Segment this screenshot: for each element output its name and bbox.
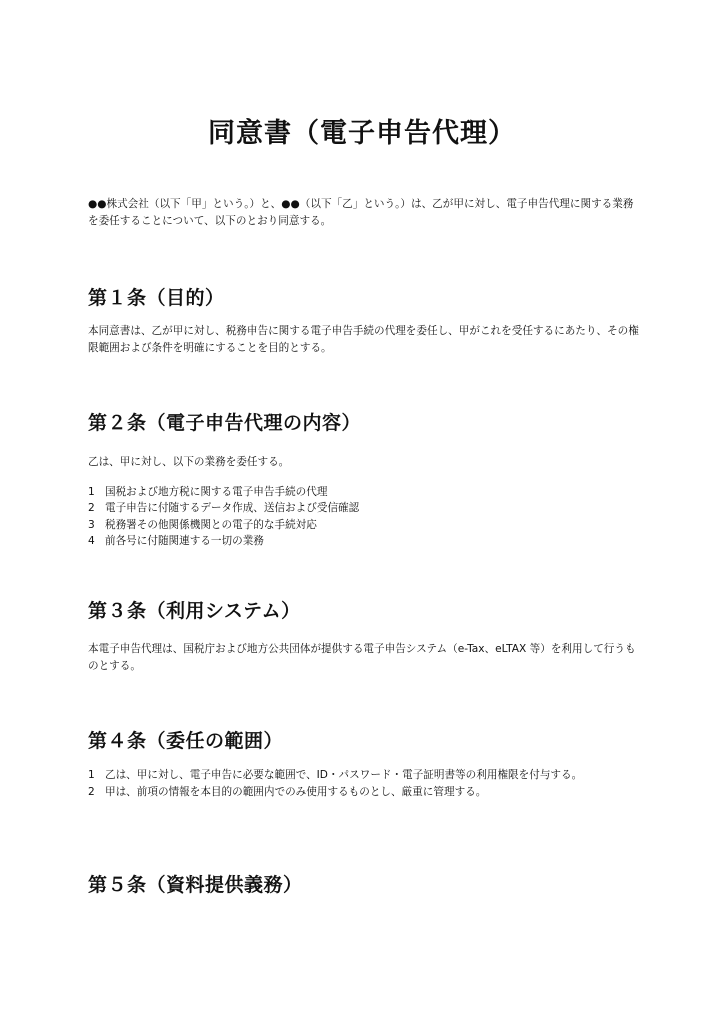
- list-item: [88, 517, 644, 533]
- document-title: 同意書（電子申告代理）: [208, 118, 516, 149]
- list-item-text: 国税および地方税に関する電子申告手続の代理: [105, 486, 328, 498]
- article-3-body: 本電子申告代理は、国税庁および地方公共団体が提供する電子申告システム（e-Tax、eLTAX 等）を利用して行うものとする。: [88, 643, 636, 672]
- article-2-heading: 第２条（電子申告代理の内容）: [88, 412, 362, 434]
- article-2-list: [88, 484, 644, 549]
- list-item: [88, 784, 644, 801]
- list-item-text: 税務署その他関係機関との電子的な手続対応: [105, 518, 317, 531]
- list-item-text: 乙は、甲に対し、電子申告に必要な範囲で、ID・パスワード・電子証明書等の利用権限を付与する。: [105, 769, 583, 781]
- list-item-number: 1: [88, 769, 95, 781]
- intro-paragraph: ●●株式会社（以下「甲」という。）と、●●（以下「乙」という。）は、乙が甲に対し、電子申告代理に関する業務を委任することについて、以下のとおり同意する。: [88, 198, 634, 227]
- article-3-heading: 第３条（利用システム）: [88, 600, 301, 622]
- list-item: [88, 484, 644, 500]
- list-item-number: 2: [88, 786, 95, 798]
- list-item-number: 2: [88, 502, 95, 515]
- list-item-number: 1: [88, 486, 95, 498]
- article-1-body: 本同意書は、乙が甲に対し、税務申告に関する電子申告手続の代理を委任し、甲がこれを受任するにあたり、その権限範囲および条件を明確にすることを目的とする。: [88, 325, 639, 354]
- article-4-list: [88, 767, 644, 801]
- list-item: [88, 533, 644, 549]
- list-item-text: 甲は、前項の情報を本目的の範囲内でのみ使用するものとし、厳重に管理する。: [105, 786, 487, 798]
- article-1-heading: 第１条（目的）: [88, 287, 225, 309]
- list-item-number: 4: [88, 534, 95, 547]
- list-item-text: 前各号に付随関連する一切の業務: [105, 534, 264, 547]
- article-5-heading: 第５条（資料提供義務）: [88, 874, 303, 896]
- list-item: [88, 500, 644, 516]
- list-item-text: 電子申告に付随するデータ作成、送信および受信確認: [105, 502, 360, 515]
- list-item: [88, 767, 644, 784]
- list-item-number: 3: [88, 518, 95, 531]
- article-2-body: 乙は、甲に対し、以下の業務を委任する。: [88, 456, 290, 468]
- article-4-heading: 第４条（委任の範囲）: [88, 730, 284, 752]
